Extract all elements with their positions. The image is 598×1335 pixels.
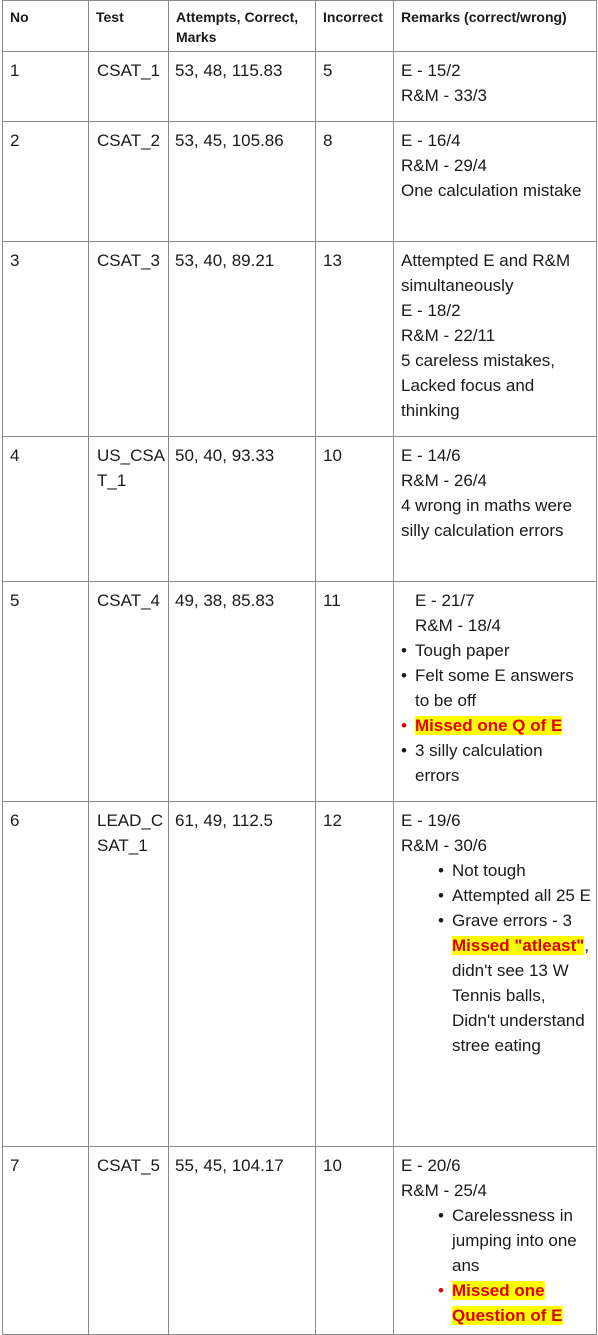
header-row bbox=[3, 1, 597, 52]
cell-attempts: 53, 40, 89.21 bbox=[169, 242, 316, 437]
cell-attempts: 61, 49, 112.5 bbox=[169, 802, 316, 1147]
bullet-icon: • bbox=[438, 1281, 444, 1300]
remark-line: R&M - 22/11 bbox=[401, 326, 496, 345]
remark-line: R&M - 33/3 bbox=[401, 86, 487, 105]
bullet-icon: • bbox=[438, 911, 444, 930]
bullet-text: Grave errors - 3 bbox=[452, 911, 572, 930]
highlighted-remark: Missed one Question of E bbox=[452, 1281, 563, 1325]
highlighted-remark: Missed "atleast" bbox=[452, 936, 585, 955]
remark-line: R&M - 26/4 bbox=[401, 471, 487, 490]
cell-remarks bbox=[394, 582, 597, 802]
cell-incorrect: 10 bbox=[316, 1147, 394, 1335]
bullet-icon: • bbox=[401, 666, 407, 685]
remark-line: E - 20/6 bbox=[401, 1156, 461, 1175]
bullet-item bbox=[438, 1203, 591, 1278]
remark-line: E - 15/2 bbox=[401, 61, 461, 80]
bullet-icon: • bbox=[401, 716, 407, 735]
remark-line: 4 wrong in maths were silly calculation errors bbox=[401, 496, 573, 540]
cell-remarks bbox=[394, 242, 597, 437]
cell-incorrect: 13 bbox=[316, 242, 394, 437]
cell-incorrect: 11 bbox=[316, 582, 394, 802]
bullet-text: Attempted all 25 E bbox=[452, 886, 591, 905]
cell-incorrect: 5 bbox=[316, 52, 394, 122]
cell-test: CSAT_5 bbox=[89, 1147, 169, 1335]
cell-no: 4 bbox=[3, 437, 89, 582]
test-results-table bbox=[2, 0, 597, 1335]
bullet-text: Tough paper bbox=[415, 641, 510, 660]
table-row bbox=[3, 802, 597, 1147]
remark-line: 5 careless mistakes, Lacked focus and thinking bbox=[401, 351, 555, 420]
bullet-item bbox=[438, 883, 591, 908]
remark-line: R&M - 29/4 bbox=[401, 156, 487, 175]
cell-incorrect: 12 bbox=[316, 802, 394, 1147]
cell-remarks bbox=[394, 122, 597, 242]
cell-test: CSAT_1 bbox=[89, 52, 169, 122]
header-no: No bbox=[3, 1, 89, 52]
bullet-icon: • bbox=[401, 741, 407, 760]
bullet-item bbox=[438, 908, 591, 933]
bullet-text: 3 silly calculation errors bbox=[415, 741, 543, 785]
bullet-item bbox=[438, 858, 591, 883]
grave-errors-detail bbox=[452, 933, 591, 1058]
cell-remarks bbox=[394, 1147, 597, 1335]
remark-line: E - 14/6 bbox=[401, 446, 461, 465]
cell-no: 6 bbox=[3, 802, 89, 1147]
bullet-item bbox=[438, 1278, 591, 1328]
remark-text: , didn't see 13 W Tennis balls, Didn't understand stree eating bbox=[452, 936, 590, 1055]
cell-test: CSAT_4 bbox=[89, 582, 169, 802]
table-row bbox=[3, 582, 597, 802]
bullet-item bbox=[401, 663, 591, 713]
cell-attempts: 49, 38, 85.83 bbox=[169, 582, 316, 802]
bullet-item bbox=[401, 638, 591, 663]
cell-no: 3 bbox=[3, 242, 89, 437]
header-remarks: Remarks (correct/wrong) bbox=[394, 1, 597, 52]
cell-no: 2 bbox=[3, 122, 89, 242]
highlighted-remark: Missed one Q of E bbox=[415, 716, 563, 735]
remark-line: One calculation mistake bbox=[401, 181, 582, 200]
remark-line: R&M - 25/4 bbox=[401, 1181, 487, 1200]
cell-incorrect: 8 bbox=[316, 122, 394, 242]
cell-attempts: 53, 48, 115.83 bbox=[169, 52, 316, 122]
cell-test: US_CSAT_1 bbox=[89, 437, 169, 582]
cell-test: CSAT_2 bbox=[89, 122, 169, 242]
cell-remarks bbox=[394, 802, 597, 1147]
table-row bbox=[3, 1147, 597, 1335]
remark-line: Attempted E and R&M simultaneously bbox=[401, 251, 571, 295]
remark-line: E - 21/7 bbox=[415, 591, 475, 610]
bullet-text: Not tough bbox=[452, 861, 526, 880]
cell-remarks bbox=[394, 52, 597, 122]
table-row bbox=[3, 122, 597, 242]
cell-no: 7 bbox=[3, 1147, 89, 1335]
cell-test: LEAD_CSAT_1 bbox=[89, 802, 169, 1147]
bullet-item bbox=[401, 713, 591, 738]
cell-no: 5 bbox=[3, 582, 89, 802]
table-row bbox=[3, 437, 597, 582]
remark-line: R&M - 30/6 bbox=[401, 836, 487, 855]
cell-attempts: 55, 45, 104.17 bbox=[169, 1147, 316, 1335]
cell-incorrect: 10 bbox=[316, 437, 394, 582]
table-row bbox=[3, 242, 597, 437]
remark-line: R&M - 18/4 bbox=[415, 616, 501, 635]
header-incorrect: Incorrect bbox=[316, 1, 394, 52]
cell-remarks bbox=[394, 437, 597, 582]
bullet-text: Carelessness in jumping into one ans bbox=[452, 1206, 577, 1275]
bullet-text: Felt some E answers to be off bbox=[415, 666, 574, 710]
remark-line: E - 19/6 bbox=[401, 811, 461, 830]
cell-no: 1 bbox=[3, 52, 89, 122]
cell-attempts: 50, 40, 93.33 bbox=[169, 437, 316, 582]
cell-attempts: 53, 45, 105.86 bbox=[169, 122, 316, 242]
bullet-icon: • bbox=[438, 886, 444, 905]
bullet-icon: • bbox=[438, 1206, 444, 1225]
cell-test: CSAT_3 bbox=[89, 242, 169, 437]
bullet-item bbox=[401, 738, 591, 788]
bullet-icon: • bbox=[401, 641, 407, 660]
header-attempts: Attempts, Correct, Marks bbox=[169, 1, 316, 52]
remark-line: E - 18/2 bbox=[401, 301, 461, 320]
table-row bbox=[3, 52, 597, 122]
header-test: Test bbox=[89, 1, 169, 52]
remark-line: E - 16/4 bbox=[401, 131, 461, 150]
bullet-icon: • bbox=[438, 861, 444, 880]
